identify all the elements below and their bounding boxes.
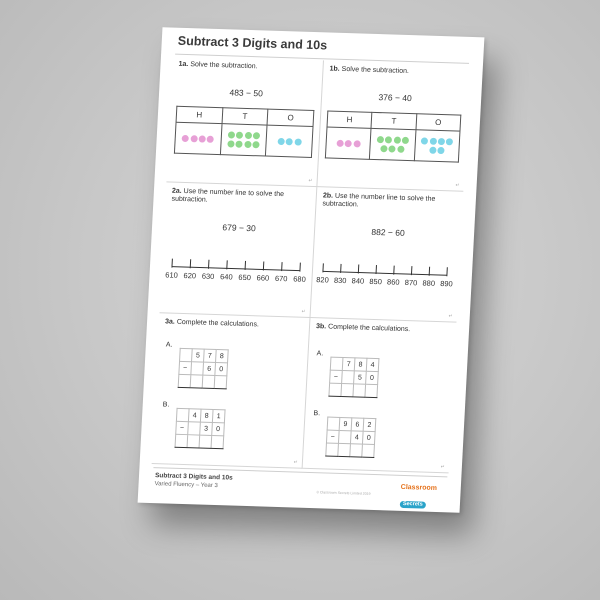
- minus-sign: −: [326, 430, 339, 443]
- q1b-header-t: T: [371, 112, 416, 129]
- digit: 0: [362, 431, 375, 444]
- number-line-label: 860: [386, 277, 400, 287]
- q3b-part-b-letter: B.: [313, 410, 321, 418]
- copyright-text: © Classroom Secrets Limited 2019: [316, 490, 371, 496]
- q1b-header-h: H: [327, 111, 372, 128]
- q1b-ones-counters: [415, 137, 459, 155]
- answer-cell[interactable]: [190, 375, 203, 388]
- counter: [421, 138, 428, 145]
- q1a-place-value-chart: [174, 106, 314, 158]
- footer-subtitle: Varied Fluency – Year 3: [154, 481, 218, 490]
- q3b-instruction: Complete the calculations.: [327, 323, 411, 334]
- question-1a: [166, 56, 324, 188]
- counter: [429, 138, 436, 145]
- counter: [277, 137, 284, 144]
- digit: 1: [212, 409, 225, 422]
- answer-cell[interactable]: [350, 444, 363, 457]
- q1b-instruction: Solve the subtraction.: [341, 65, 410, 76]
- answer-cell[interactable]: [362, 444, 375, 457]
- question-1b: [317, 60, 470, 191]
- counter: [236, 140, 243, 147]
- counter: [182, 134, 189, 141]
- counter: [294, 138, 301, 145]
- digit: 6: [203, 362, 216, 375]
- counter: [199, 135, 206, 142]
- question-3a: [152, 313, 311, 469]
- counter: [353, 140, 360, 147]
- q3a-instruction: Complete the calculations.: [176, 318, 260, 329]
- counter: [228, 132, 235, 139]
- q1b-place-value-chart: [325, 110, 461, 162]
- answer-cell[interactable]: [178, 374, 191, 387]
- number-line-label: 660: [256, 273, 270, 283]
- q1a-header-o: O: [267, 109, 314, 126]
- corner-mark: ↵: [308, 177, 313, 185]
- digit: 8: [216, 350, 229, 363]
- q3a-part-a-letter: A.: [165, 341, 173, 349]
- footer-title: Subtract 3 Digits and 10s: [154, 472, 233, 482]
- q1a-instruction: Solve the subtraction.: [190, 61, 258, 71]
- digit: 6: [351, 418, 364, 431]
- q1a-tens-counters: [221, 131, 267, 149]
- digit: 4: [188, 409, 201, 422]
- number-line-label: 890: [439, 279, 453, 289]
- digit: 2: [363, 418, 376, 431]
- answer-cell[interactable]: [341, 383, 354, 396]
- number-line-label: 820: [316, 275, 329, 285]
- counter: [438, 138, 445, 145]
- counter: [336, 139, 343, 146]
- number-line-label: 830: [333, 275, 347, 286]
- digit: 0: [215, 363, 228, 376]
- number-line-axis: [172, 267, 300, 271]
- counter: [446, 139, 453, 146]
- number-line-label: 680: [293, 274, 306, 284]
- answer-cell[interactable]: [187, 435, 200, 448]
- digit: 0: [212, 422, 225, 435]
- answer-cell[interactable]: [338, 443, 351, 456]
- number-line-label: 880: [422, 278, 436, 288]
- question-3b: [303, 318, 457, 473]
- counter: [244, 141, 251, 148]
- digit: 8: [354, 358, 367, 371]
- answer-cell[interactable]: [211, 435, 224, 448]
- classroom-secrets-logo: [400, 483, 447, 508]
- corner-mark: ↵: [440, 464, 446, 471]
- number-line-label: 610: [165, 270, 179, 280]
- answer-cell[interactable]: [214, 376, 227, 389]
- answer-cell[interactable]: [365, 384, 378, 397]
- worksheet: [138, 27, 485, 512]
- q1b-label: 1b.: [329, 65, 340, 73]
- digit: [342, 371, 355, 384]
- q2b-calculation: 882 − 60: [371, 226, 405, 238]
- q3a-part-b-grid: [175, 408, 226, 449]
- q2b-number-line: [311, 187, 464, 321]
- q3b-part-a-letter: A.: [316, 350, 324, 358]
- corner-mark: ↵: [301, 308, 306, 315]
- counter: [377, 136, 384, 143]
- counter: [207, 135, 214, 142]
- minus-sign: −: [176, 421, 189, 434]
- digit: 0: [366, 371, 379, 384]
- digit: [338, 430, 351, 443]
- counter: [253, 132, 260, 139]
- q3b-label: 3b.: [315, 323, 327, 331]
- number-line-label: 640: [219, 272, 233, 282]
- answer-cell[interactable]: [353, 384, 366, 397]
- number-line-label: 650: [238, 272, 252, 283]
- number-line-label: 850: [369, 276, 383, 287]
- q2b-label: 2b.: [322, 192, 334, 200]
- q1a-calculation: 483 − 50: [229, 87, 264, 99]
- worksheet-title: Subtract 3 Digits and 10s: [177, 33, 328, 53]
- q3b-part-a-grid: [328, 357, 379, 398]
- q2a-number-line: [160, 182, 317, 317]
- counter: [385, 137, 392, 144]
- counter: [397, 145, 404, 152]
- corner-mark: ↵: [448, 313, 453, 320]
- counter: [227, 140, 234, 147]
- corner-mark: ↵: [455, 182, 460, 189]
- counter: [402, 137, 409, 144]
- q2b-instruction: Use the number line to solve the subtraction.: [322, 192, 436, 209]
- digit: 8: [200, 409, 213, 422]
- q1b-header-o: O: [416, 114, 461, 131]
- digit: 3: [200, 422, 213, 435]
- digit: 5: [354, 371, 367, 384]
- minus-sign: −: [330, 370, 343, 383]
- corner-mark: ↵: [293, 459, 299, 466]
- logo-line-1: Classroom: [400, 483, 438, 493]
- digit: [188, 422, 201, 435]
- counter: [393, 137, 400, 144]
- answer-cell[interactable]: [199, 435, 212, 448]
- logo-line-2: Secrets: [400, 501, 426, 509]
- q3a-label: 3a.: [164, 318, 175, 326]
- q2a-calculation: 679 − 30: [222, 222, 257, 234]
- digit: 4: [350, 431, 363, 444]
- number-line-label: 630: [201, 271, 215, 281]
- question-2b: [310, 187, 463, 322]
- number-line-label: 620: [183, 271, 197, 281]
- q1a-header-t: T: [222, 108, 268, 125]
- digit: 7: [204, 349, 217, 362]
- q1b-calculation: 376 − 40: [378, 92, 413, 104]
- q1b-hundreds-counters: [326, 138, 370, 148]
- digit: 9: [339, 417, 352, 430]
- q3a-part-a-grid: [178, 348, 229, 389]
- counter: [437, 147, 444, 154]
- counter: [380, 145, 387, 152]
- number-line-label: 840: [351, 276, 365, 286]
- counter: [190, 135, 197, 142]
- q1a-label: 1a.: [178, 60, 189, 69]
- counter: [389, 145, 396, 152]
- q2a-label: 2a.: [171, 187, 182, 195]
- digit: 4: [366, 358, 379, 371]
- digit: 5: [192, 349, 205, 362]
- question-2a: [160, 182, 318, 318]
- number-line-axis: [323, 271, 447, 275]
- counter: [286, 138, 293, 145]
- q3b-part-b-grid: [325, 417, 376, 458]
- minus-sign: −: [179, 361, 192, 374]
- answer-cell[interactable]: [326, 443, 339, 456]
- answer-cell[interactable]: [202, 375, 215, 388]
- q1b-tens-counters: [371, 135, 415, 153]
- digit: [191, 362, 204, 375]
- number-line-label: 870: [404, 277, 418, 288]
- answer-cell[interactable]: [175, 434, 188, 447]
- q1a-ones-counters: [267, 136, 312, 146]
- counter: [252, 141, 259, 148]
- q2a-instruction: Use the number line to solve the subtraction.: [171, 187, 285, 204]
- counter: [244, 132, 251, 139]
- counter: [345, 140, 352, 147]
- q1a-header-h: H: [176, 106, 222, 123]
- counter: [236, 132, 243, 139]
- counter: [429, 146, 436, 153]
- digit: 7: [342, 358, 355, 371]
- q3a-part-b-letter: B.: [162, 401, 170, 409]
- q1a-hundreds-counters: [176, 134, 221, 144]
- answer-cell[interactable]: [329, 383, 342, 396]
- number-line-label: 670: [274, 273, 288, 284]
